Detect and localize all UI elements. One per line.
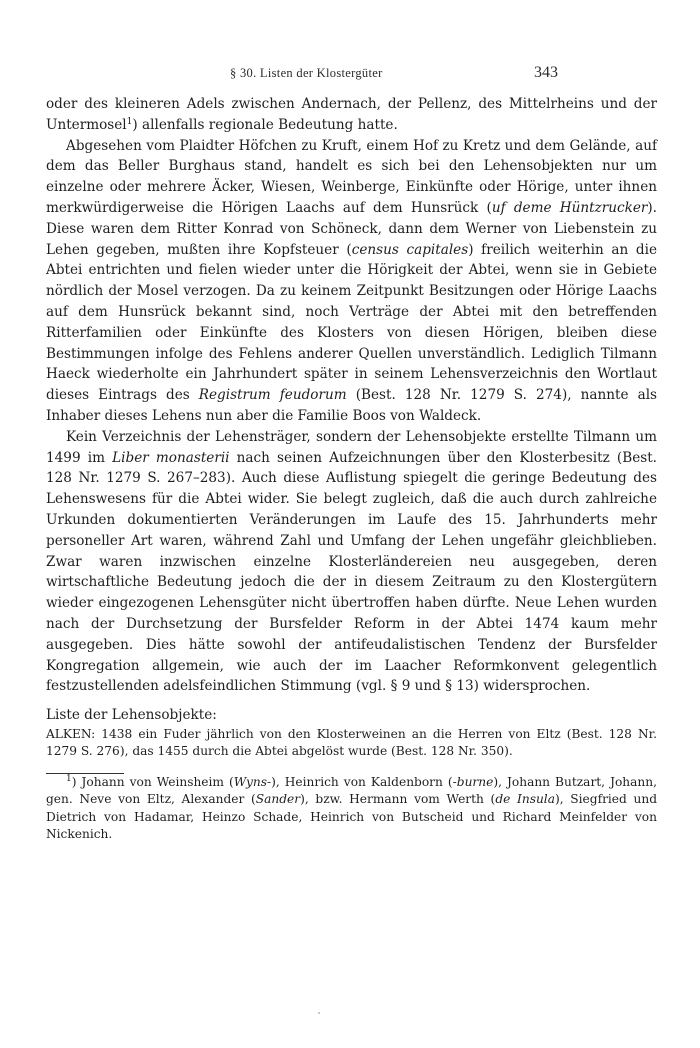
text-run: ) allenfalls regionale Bedeutung hatte. [132,116,398,133]
text-run: ), Siegfried und Dietrich von Hadamar, Heinzo Schade, Heinrich von Butscheid und Richard Meinfelder von Nickenich. [46,792,658,842]
text-run: Kein Verzeichnis der Lehensträger, sondern der Lehensobjekte erstellte Tilmann um 1499 im [46,428,657,466]
text-run: ) Johann von Weinsheim ( [71,774,234,789]
italic-term: -burne [452,774,494,789]
text-run: ), Heinrich von Kaldenborn ( [271,774,453,789]
text-run: (Best. 128 Nr. 1279 S. 274), nannte als Inhaber dieses Lehens nun aber die Familie Boos von Waldeck. [46,387,658,424]
list-entry [46,726,657,761]
italic-term: de Insula [495,792,555,807]
text-run: Abgesehen vom Plaidter Höfchen zu Kruft, einem Hof zu Kretz und dem Gelände, auf dem das Beller Burghaus stand, handelt es sich bei den Lehensobjekten nur um einzelne oder mehrere Äcker, Wiesen, Weinberge, Einkünfte oder Hörige, unter ihnen merkwürdigerweise die Hörigen Laachs auf dem Hunsrück ( [46,137,657,216]
footnote [46,774,657,844]
text-run: oder des kleineren Adels zwischen Andernach, der Pellenz, des Mittelrheins und der Untermosel [46,96,657,133]
paragraph [46,136,657,427]
italic-term: uf deme Hüntzrucker [491,199,648,216]
running-head: § 30. Listen der Klostergüter [230,66,383,80]
text-run: ). Diese waren dem Ritter Konrad von Schöneck, dann dem Werner von Liebenstein zu Lehen gegeben, mußten ihre Kopfsteuer ( [46,199,657,258]
text-run: ), Johann Butzart, Johann, gen. Neve von Eltz, Alexander ( [46,774,657,807]
page-header [0,64,700,84]
italic-term: Liber monasterii [112,449,230,466]
text-run: nach seinen Aufzeichnungen über den Klosterbesitz (Best. 128 Nr. 1279 S. 267–283). Auch diese Auflistung spiegelt die geringe Bedeutung des Lehenswesens für die Abtei wider. Sie belegt zugleich, daß die auch durch zahlreiche Urkunden dokumentierten Veränderungen im Laufe des 15. Jahrhunderts mehr personeller Art waren, während Zahl und Umfang der Lehen ungefähr gleichblieben. Zwar waren inzwischen einzelne Klosterländereien neu ausgegeben, deren wirtschaftliche Bedeutung jedoch die der in diesem Zeitraum zu den Klostergütern wieder eingezogenen Lehensgüter nicht übertroffen haben dürfte. Neue Lehen wurden nach der Durchsetzung der Bursfelder Reform in der Abtei 1474 kaum mehr ausgegeben. Dies hätte sowohl der antifeudalistischen Tendenz der Bursfelder Kongregation allgemein, wie auch der im Laacher Reformkonvent gelegentlich festzustellenden adelsfeindlichen Stimmung (vgl. § 9 und § 13) widersprochen. [46,449,657,695]
footnote-marker: 1 [66,773,72,784]
text-run: ) freilich weiterhin an die Abtei entrichten und fielen wieder unter die Hörigkeit der Abtei, wenn sie in Gebiete nördlich der Mosel verzogen. Da zu keinem Zeitpunkt Besitzungen oder Hörige Laachs auf dem Hunsrück bekannt sind, noch Verträge der Abtei mit den betreffenden Ritterfamilien oder Einkünfte des Klosters von diesen Hörigen, bleiben diese Bestimmungen infolge des Fehlens anderer Quellen unverständlich. Lediglich Tilmann Haeck wiederholte ein Jahrhundert später in seinem Lehensverzeichnis den Wortlaut dieses Eintrags des [46,241,657,404]
page-speck [318,1012,320,1014]
page-number: 343 [534,64,558,81]
text-run: ), bzw. Hermann vom Werth ( [300,792,496,807]
italic-term: Registrum feudorum [198,387,347,404]
paragraph [46,427,657,697]
text-run: ALKEN: 1438 ein Fuder jährlich von den Klosterweinen an die Herren von Eltz (Best. 128 Nr. 1279 S. 276), das 1455 durch die Abtei abgelöst wurde (Best. 128 Nr. 350). [46,726,657,759]
italic-term: Sander [255,792,301,807]
paragraph [46,94,657,136]
italic-term: Wyns- [233,774,272,789]
italic-term: census capitales [351,241,469,258]
list-heading: Liste der Lehensobjekte: [46,707,217,724]
main-text [46,94,657,844]
footnote-marker: 1 [126,116,133,127]
